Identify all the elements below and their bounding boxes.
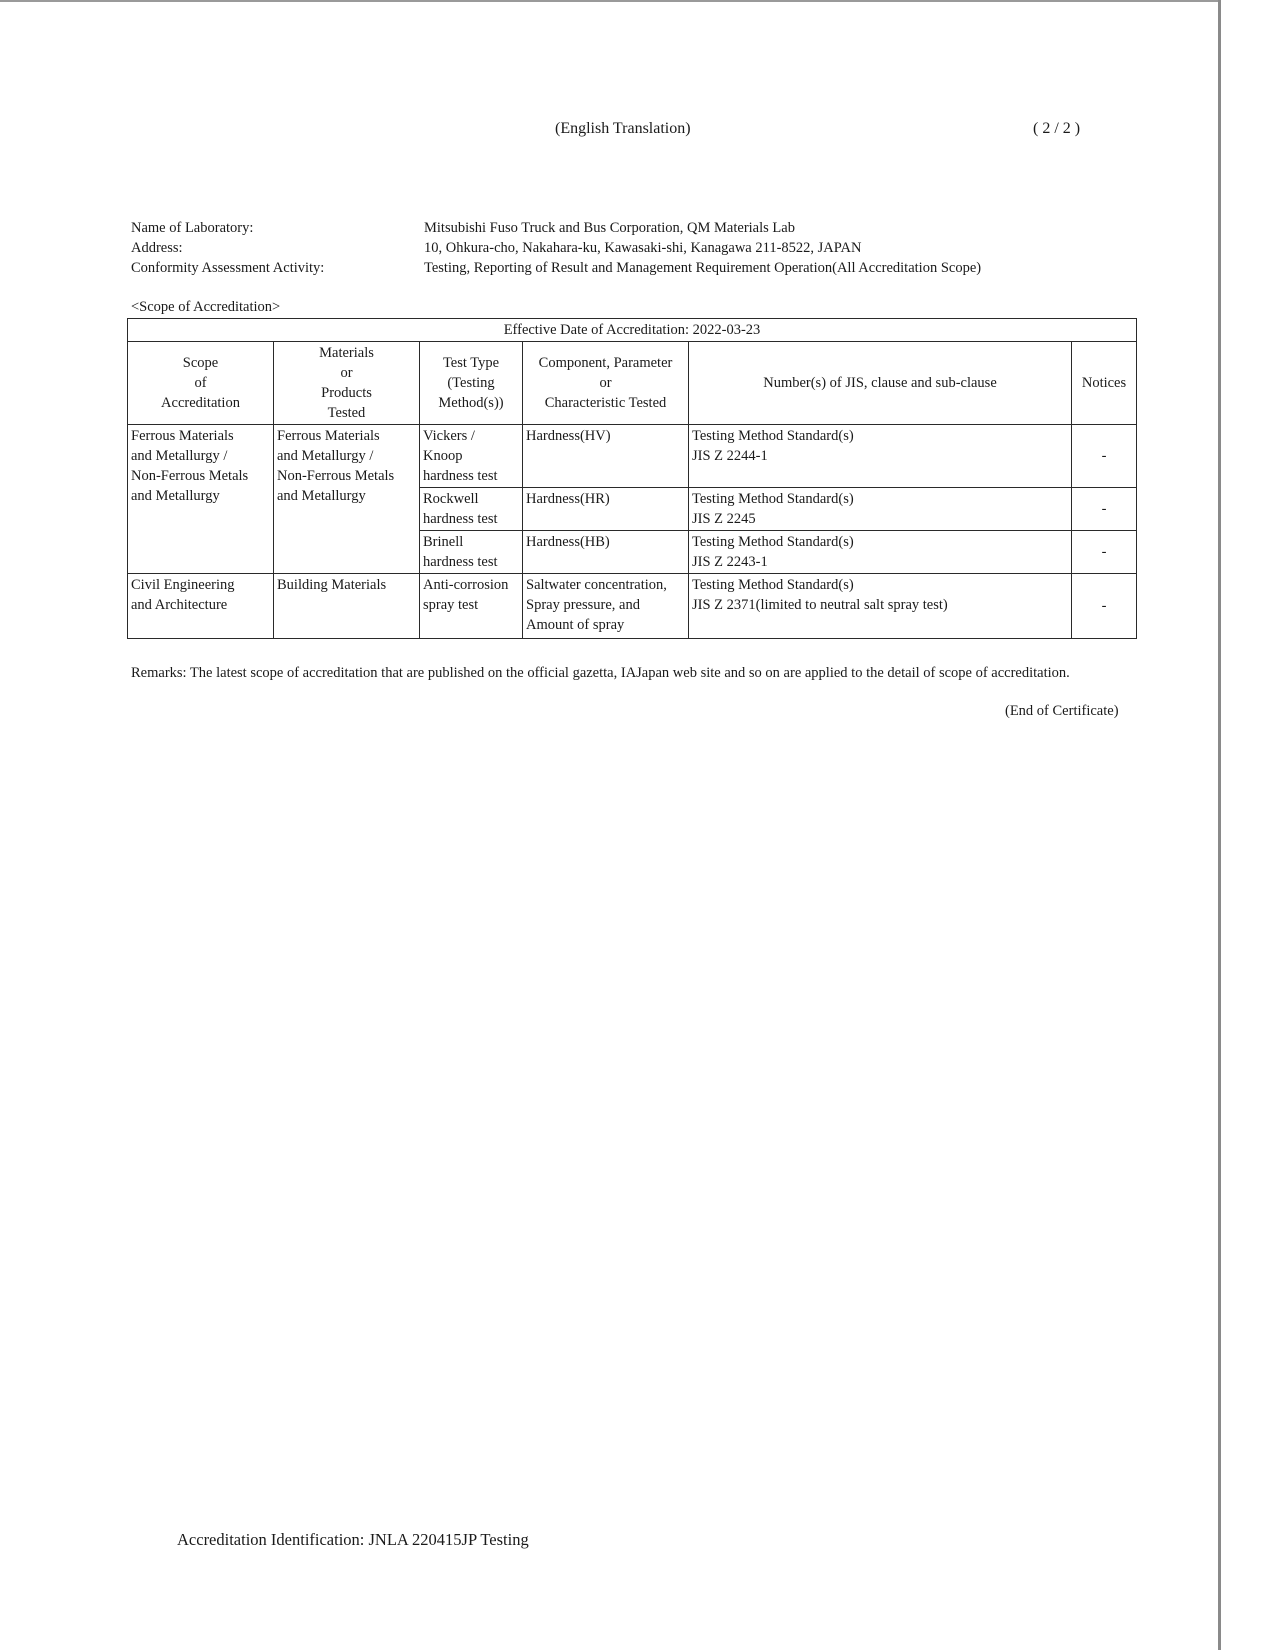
- cell-line: hardness test: [423, 511, 498, 527]
- lab-activity-row: [131, 258, 981, 278]
- test-type-cell: [420, 574, 523, 639]
- cell-line: and Metallurgy /: [277, 448, 374, 464]
- lab-activity-value: Testing, Reporting of Result and Management Requirement Operation(All Accreditation Scope): [424, 260, 982, 276]
- cell-line: Saltwater concentration,: [526, 577, 667, 593]
- table-header-row: [128, 342, 1137, 425]
- header-test-type: [420, 342, 523, 425]
- cell-line: Anti-corrosion: [423, 577, 509, 593]
- test-type-cell: [420, 425, 523, 488]
- header-component-line: Component, Parameter: [538, 355, 673, 371]
- header-materials-line: or: [340, 365, 353, 381]
- test-type-cell: [420, 488, 523, 531]
- cell-line: Testing Method Standard(s): [692, 491, 854, 507]
- cell-line: Amount of spray: [526, 617, 625, 633]
- notice-cell: -: [1072, 425, 1137, 488]
- cell-line: and Metallurgy: [131, 488, 220, 504]
- component-cell: Hardness(HB): [523, 531, 689, 574]
- cell-line: hardness test: [423, 554, 498, 570]
- cell-line: Spray pressure, and: [526, 597, 640, 613]
- cell-line: Rockwell: [423, 491, 479, 507]
- cell-line: JIS Z 2245: [692, 511, 756, 527]
- lab-address-label: Address:: [131, 240, 183, 256]
- header-scope-line: Scope: [182, 355, 219, 371]
- test-type-cell: [420, 531, 523, 574]
- header-scope-line: of: [194, 375, 207, 391]
- cell-line: and Metallurgy /: [131, 448, 228, 464]
- cell-line: Ferrous Materials: [277, 428, 380, 444]
- scan-edge-right: [1218, 0, 1221, 1650]
- notice-cell: -: [1072, 574, 1137, 639]
- header-scope: [128, 342, 274, 425]
- scan-edge-top: [0, 0, 1220, 2]
- page-number: ( 2 / 2 ): [1033, 120, 1081, 137]
- notice-cell: -: [1072, 531, 1137, 574]
- scope-table: [127, 318, 1137, 639]
- effective-date-row: [128, 319, 1137, 342]
- jis-cell: [689, 531, 1072, 574]
- header-scope-line: Accreditation: [161, 395, 240, 411]
- scope-cell-ferrous: [128, 425, 274, 574]
- cell-line: Testing Method Standard(s): [692, 577, 854, 593]
- cell-line: Non-Ferrous Metals: [277, 468, 395, 484]
- lab-info-block: [131, 218, 981, 278]
- header-component-line: or: [599, 375, 612, 391]
- cell-line: JIS Z 2371(limited to neutral salt spray test): [692, 597, 948, 613]
- header-materials-line: Tested: [327, 405, 366, 421]
- cell-line: Non-Ferrous Metals: [131, 468, 249, 484]
- jis-cell: [689, 488, 1072, 531]
- jis-cell: [689, 425, 1072, 488]
- cell-line: Civil Engineering: [131, 577, 235, 593]
- lab-activity-label: Conformity Assessment Activity:: [131, 260, 325, 276]
- lab-name-value: Mitsubishi Fuso Truck and Bus Corporation, QM Materials Lab: [424, 220, 795, 236]
- cell-line: Testing Method Standard(s): [692, 428, 854, 444]
- lab-address-value: 10, Ohkura-cho, Nakahara-ku, Kawasaki-shi, Kanagawa 211-8522, JAPAN: [424, 240, 862, 256]
- component-cell: Hardness(HV): [523, 425, 689, 488]
- lab-name-row: [131, 218, 981, 238]
- cell-line: and Architecture: [131, 597, 228, 613]
- header-jis: Number(s) of JIS, clause and sub-clause: [689, 342, 1072, 425]
- table-row: [128, 574, 1137, 639]
- notice-cell: -: [1072, 488, 1137, 531]
- header-test-type-line: (Testing: [447, 375, 495, 391]
- cell-line: JIS Z 2243-1: [692, 554, 768, 570]
- lab-name-label: Name of Laboratory:: [131, 220, 254, 236]
- cell-line: spray test: [423, 597, 479, 613]
- cell-line: Brinell: [423, 534, 464, 550]
- cell-line: Testing Method Standard(s): [692, 534, 854, 550]
- header-materials-line: Materials: [319, 345, 374, 361]
- cell-line: Ferrous Materials: [131, 428, 234, 444]
- cell-line: Knoop: [423, 448, 463, 464]
- cell-line: JIS Z 2244-1: [692, 448, 768, 464]
- header-test-type-line: Method(s)): [438, 395, 504, 411]
- materials-cell-ferrous: [274, 425, 420, 574]
- cell-line: Vickers /: [423, 428, 475, 444]
- header-test-type-line: Test Type: [442, 355, 500, 371]
- header-component-line: Characteristic Tested: [544, 395, 667, 411]
- document-header-title: (English Translation): [555, 120, 691, 137]
- scope-heading: <Scope of Accreditation>: [131, 299, 281, 315]
- table-row: [128, 425, 1137, 488]
- accreditation-identification: Accreditation Identification: JNLA 220415JP Testing: [177, 1530, 529, 1549]
- component-cell: Hardness(HR): [523, 488, 689, 531]
- materials-cell-building: Building Materials: [274, 574, 420, 639]
- header-materials: [274, 342, 420, 425]
- cell-line: hardness test: [423, 468, 498, 484]
- cell-line: and Metallurgy: [277, 488, 366, 504]
- lab-address-row: [131, 238, 981, 258]
- scope-cell-civil: [128, 574, 274, 639]
- end-of-certificate: (End of Certificate): [1005, 703, 1119, 719]
- header-component: [523, 342, 689, 425]
- header-materials-line: Products: [321, 385, 372, 401]
- jis-cell: [689, 574, 1072, 639]
- remarks-text: Remarks: The latest scope of accreditation that are published on the official gazetta, IAJapan web site and so on are applied to the detail of scope of accreditation.: [131, 665, 1070, 681]
- component-cell: [523, 574, 689, 639]
- effective-date: Effective Date of Accreditation: 2022-03-23: [128, 319, 1137, 342]
- header-notices: Notices: [1072, 342, 1137, 425]
